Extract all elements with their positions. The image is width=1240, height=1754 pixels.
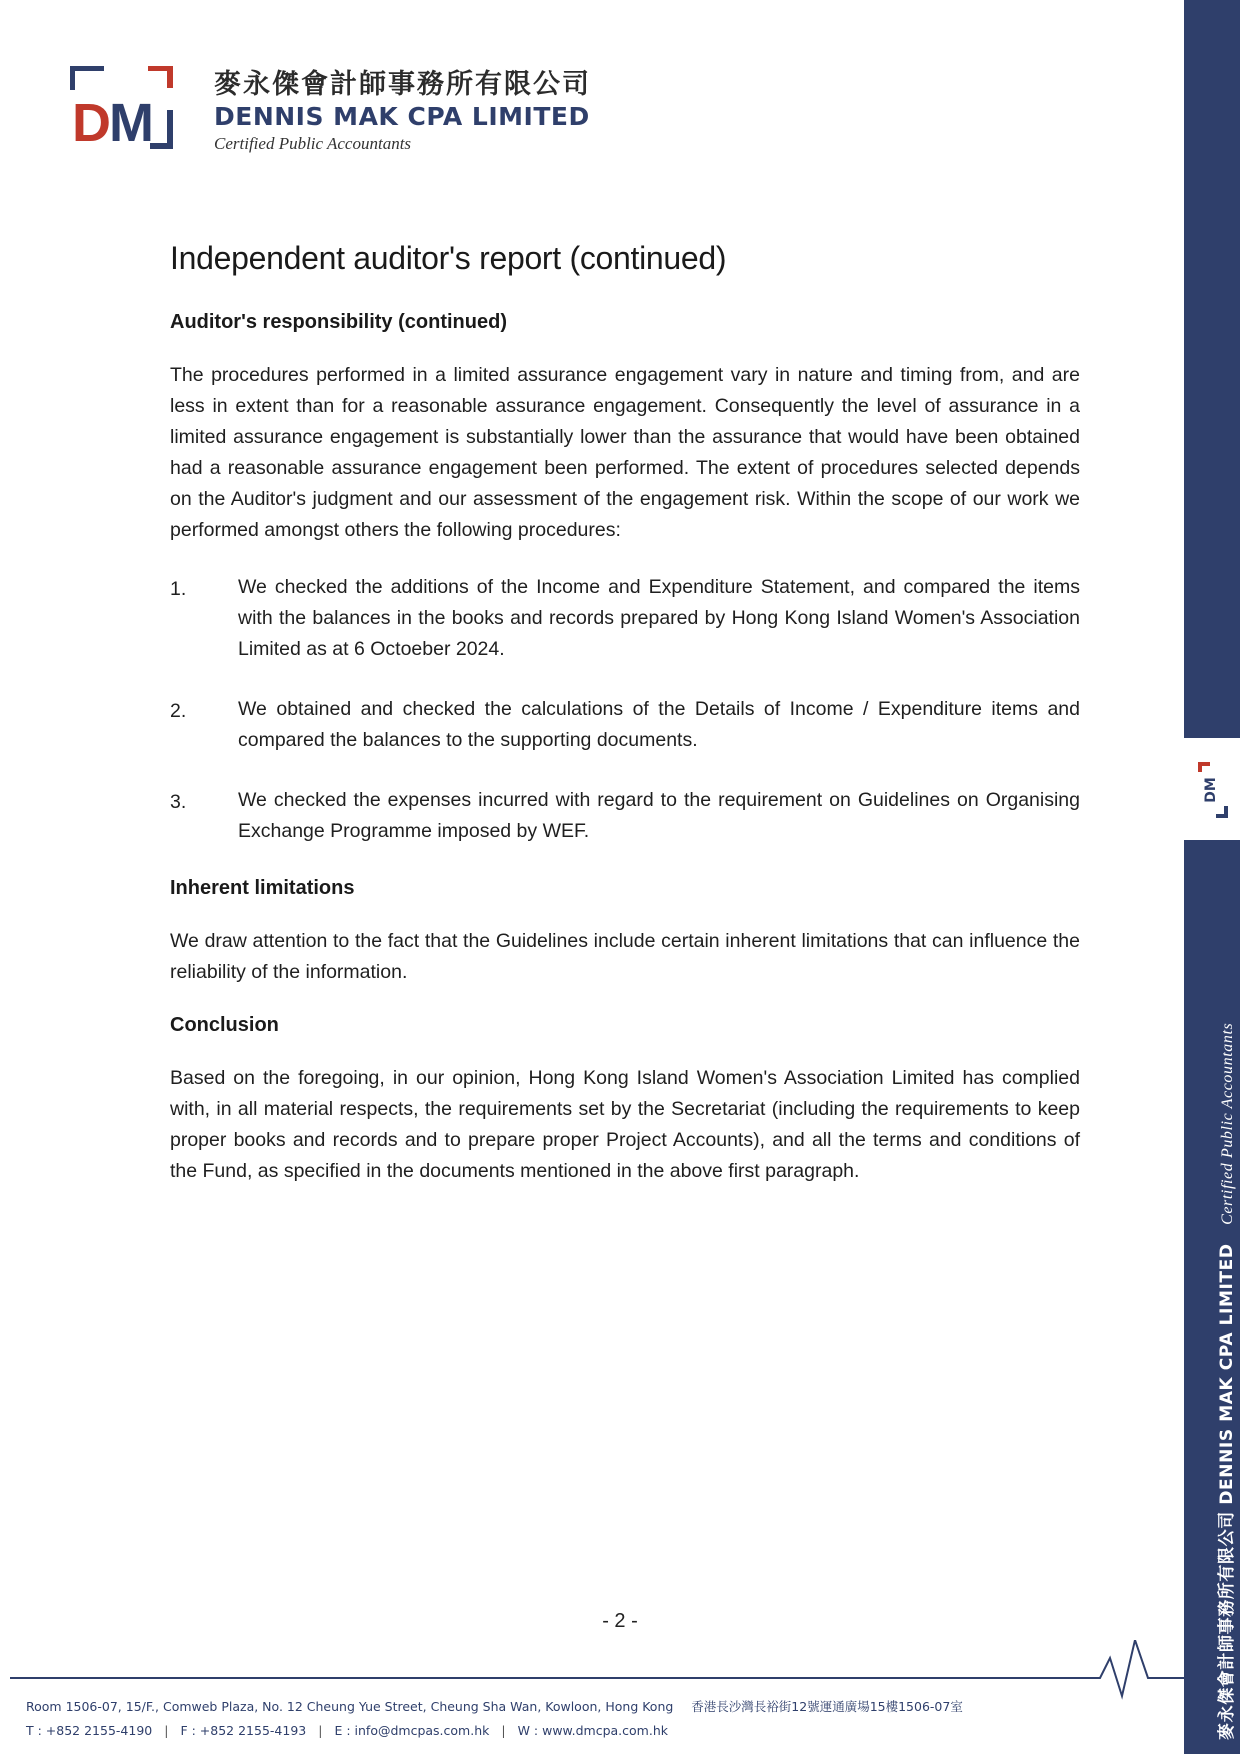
page-number: - 2 - xyxy=(602,1610,638,1632)
firm-name-english: DENNIS MAK CPA LIMITED xyxy=(214,101,590,131)
firm-subtitle: Certified Public Accountants xyxy=(214,133,412,153)
footer-address-en: Room 1506-07, 15/F., Comweb Plaza, No. 12 Cheung Yue Street, Cheung Sha Wan, Kowloon, Hong Kong xyxy=(26,1699,674,1714)
footer-contact xyxy=(26,1695,963,1743)
footer-contact-line xyxy=(26,1719,963,1743)
report-title: Independent auditor's report (continued) xyxy=(170,240,727,276)
limitations-paragraph: We draw attention to the fact that the Guidelines include certain inherent limitations that can influence the reliability of the information. xyxy=(170,930,1080,983)
side-band-english: DENNIS MAK CPA LIMITED xyxy=(1217,1243,1237,1505)
side-band-text xyxy=(1212,1023,1237,1740)
section-heading-conclusion: Conclusion xyxy=(170,1014,279,1036)
side-band-chinese: 麥永傑會計師事務所有限公司 xyxy=(1217,1511,1237,1740)
firm-name-block xyxy=(214,70,591,154)
footer-separator: | xyxy=(318,1723,323,1738)
firm-name-chinese: 麥永傑會計師事務所有限公司 xyxy=(214,69,591,100)
section-heading-responsibility: Auditor's responsibility (continued) xyxy=(170,311,507,333)
conclusion-paragraph: Based on the foregoing, in our opinion, Hong Kong Island Women's Association Limited has complied with, in all material respects, the requirements set by the Secretariat (including the requirements to keep proper books and records and to prepare proper Project Accounts), and all the terms and conditions of the Fund, as specified in the documents mentioned in the above first paragraph. xyxy=(170,1067,1080,1182)
procedure-text: We obtained and checked the calculations of the Details of Income / Expenditure items and compared the balances to the supporting documents. xyxy=(238,698,1080,751)
procedure-text: We checked the additions of the Income and Expenditure Statement, and compared the items with the balances in the books and records prepared by Hong Kong Island Women's Association Limited as at 6 Octoeber 2024. xyxy=(238,576,1080,660)
procedure-item xyxy=(170,785,1080,847)
logo-letters: DM xyxy=(72,93,152,153)
footer-website[interactable]: W : www.dmcpa.com.hk xyxy=(517,1723,668,1738)
footer-address-line xyxy=(26,1695,963,1719)
footer-email[interactable]: E : info@dmcpas.com.hk xyxy=(334,1723,490,1738)
footer-address-cn: 香港長沙灣長裕街12號運通廣場15樓1506-07室 xyxy=(691,1699,963,1714)
responsibility-paragraph: The procedures performed in a limited assurance engagement vary in nature and timing from, and are less in extent than for a reasonable assurance engagement. Consequently the level of assurance in a limited assurance engagement is substantially lower than the assurance that would have been obtained had a reasonable assurance engagement been performed. The extent of procedures selected depends on the Auditor's judgment and our assessment of the engagement risk. Within the scope of our work we performed amongst others the following procedures: xyxy=(170,364,1080,541)
side-band-top xyxy=(1184,0,1240,738)
procedure-number: 1. xyxy=(170,578,187,600)
firm-logo xyxy=(72,93,152,153)
procedure-text: We checked the expenses incurred with regard to the requirement on Guidelines on Organising Exchange Programme imposed by WEF. xyxy=(238,789,1080,842)
procedure-list xyxy=(170,572,1080,847)
section-heading-limitations: Inherent limitations xyxy=(170,877,355,899)
procedure-number: 3. xyxy=(170,791,187,813)
side-band-subtitle: Certified Public Accountants xyxy=(1219,1022,1236,1225)
footer-separator: | xyxy=(164,1723,169,1738)
footer-divider xyxy=(0,1640,1240,1700)
report-body xyxy=(170,240,1080,1213)
procedure-item xyxy=(170,694,1080,756)
footer-tel: T : +852 2155-4190 xyxy=(26,1723,153,1738)
footer-fax: F : +852 2155-4193 xyxy=(180,1723,307,1738)
procedure-item xyxy=(170,572,1080,665)
side-band-logo-icon xyxy=(1196,760,1230,820)
svg-text:DM: DM xyxy=(1203,777,1219,803)
footer-separator: | xyxy=(501,1723,506,1738)
procedure-number: 2. xyxy=(170,700,187,722)
